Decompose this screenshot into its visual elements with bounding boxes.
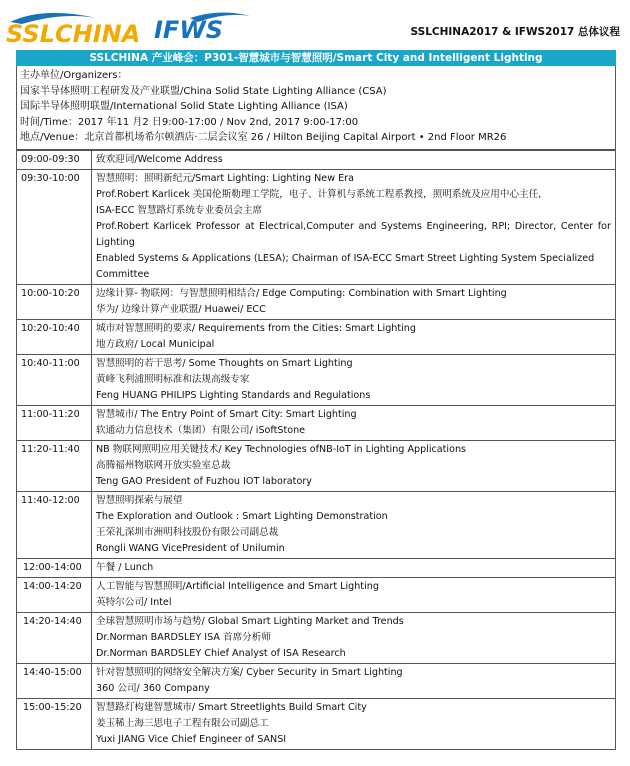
- agenda-line: 午餐 / Lunch: [96, 562, 154, 573]
- ifws-logo: [150, 10, 260, 46]
- table-row: [17, 355, 616, 406]
- svg-text:IFWS: IFWS: [154, 16, 224, 44]
- session-time: 时间/Time：2017 年11 月2 日9:00-17:00 / Nov 2nd, 2017 9:00-17:00: [20, 116, 359, 128]
- table-row: [17, 559, 616, 578]
- table-row: [17, 613, 616, 664]
- agenda-line: Enabled Systems & Applications (LESA); Chairman of ISA-ECC Smart Street Lighting System Specialized: [96, 253, 595, 264]
- table-row: [17, 320, 616, 355]
- agenda-line: 高腾福州物联网开放实验室总裁: [96, 460, 231, 471]
- time-cell: 11:00-11:20: [17, 406, 92, 441]
- agenda-cell: [92, 170, 616, 285]
- table-row: [17, 664, 616, 699]
- page-header: [0, 0, 630, 48]
- agenda-line: Yuxi JIANG Vice Chief Engineer of SANSI: [96, 734, 287, 745]
- time-cell: 11:40-12:00: [17, 492, 92, 559]
- organizer-isa: 国际半导体照明联盟/International Solid State Lighting Alliance (ISA): [20, 101, 348, 112]
- agenda-line: Dr.Norman BARDSLEY ISA 首席分析师: [96, 632, 271, 643]
- agenda-line: Prof.Robert Karlicek Professor at Electrical,Computer and Systems Engineering, RPI; Director, Center for Lighting: [96, 221, 611, 248]
- agenda-line: 英特尔公司/ Intel: [96, 597, 172, 608]
- table-row: [17, 441, 616, 492]
- schedule-table: [16, 150, 616, 750]
- agenda-line: 针对智慧照明的网络安全解决方案/ Cyber Security in Smart Lighting: [96, 667, 403, 678]
- agenda-line: 王荣礼深圳市洲明科技股份有限公司副总裁: [96, 527, 279, 538]
- table-row: [17, 406, 616, 441]
- agenda-line: ISA-ECC 智慧路灯系统专业委员会主席: [96, 205, 263, 216]
- agenda-line: Feng HUANG PHILIPS Lighting Standards and Regulations: [96, 390, 371, 401]
- svg-text:SSLCHINA: SSLCHINA: [6, 20, 141, 46]
- time-cell: 12:00-14:00: [17, 559, 92, 578]
- agenda-cell: [92, 285, 616, 320]
- agenda-line: Committee: [96, 269, 150, 280]
- agenda-line: 城市对智慧照明的要求/ Requirements from the Cities: Smart Lighting: [96, 323, 416, 334]
- time-cell: 10:00-10:20: [17, 285, 92, 320]
- agenda-line: 智慧照明探索与展望: [96, 495, 183, 506]
- agenda-line: 智慧路灯构建智慧城市/ Smart Streetlights Build Smart City: [96, 702, 367, 713]
- organizer-csa: 国家半导体照明工程研发及产业联盟/China Solid State Lighting Alliance (CSA): [20, 85, 387, 97]
- time-cell: 09:00-09:30: [17, 151, 92, 170]
- time-cell: 11:20-11:40: [17, 441, 92, 492]
- agenda-line: 全球智慧照明市场与趋势/ Global Smart Lighting Market and Trends: [96, 616, 404, 627]
- time-cell: 14:20-14:40: [17, 613, 92, 664]
- table-row: [17, 492, 616, 559]
- agenda-line: 人工智能与智慧照明/Artificial Intelligence and Smart Lighting: [96, 581, 379, 592]
- agenda-cell: [92, 406, 616, 441]
- agenda-line: Prof.Robert Karlicek 美国伦斯勒理工学院，电子、计算机与系统工程系教授，照明系统及应用中心主任,: [96, 189, 542, 200]
- header-title: SSLCHINA2017 & IFWS2017 总体议程: [410, 26, 620, 38]
- agenda-cell: [92, 664, 616, 699]
- table-row: [17, 170, 616, 285]
- session-banner: SSLCHINA 产业峰会：P301-智慧城市与智慧照明/Smart City and Intelligent Lighting: [16, 50, 616, 66]
- time-cell: 15:00-15:20: [17, 699, 92, 750]
- agenda-line: 边缘计算- 物联网：与智慧照明相结合/ Edge Computing: Combination with Smart Lighting: [96, 288, 507, 299]
- agenda-line: Dr.Norman BARDSLEY Chief Analyst of ISA Research: [96, 648, 346, 659]
- sslchina-logo: [4, 8, 154, 46]
- agenda-line: 软通动力信息技术（集团）有限公司/ iSoftStone: [96, 425, 306, 436]
- organizer-label: 主办单位/Organizers：: [20, 70, 128, 81]
- agenda-cell: [92, 578, 616, 613]
- time-cell: 09:30-10:00: [17, 170, 92, 285]
- agenda-line: 地方政府/ Local Municipal: [96, 339, 215, 350]
- agenda-cell: [92, 355, 616, 406]
- agenda-line: The Exploration and Outlook : Smart Lighting Demonstration: [96, 511, 388, 522]
- table-row: [17, 285, 616, 320]
- agenda-line: NB 物联网照明应用关键技术/ Key Technologies ofNB-IoT in Lighting Applications: [96, 444, 467, 455]
- agenda-cell: [92, 151, 616, 170]
- agenda-line: Teng GAO President of Fuzhou IOT laboratory: [96, 476, 312, 487]
- agenda-line: 致欢迎词/Welcome Address: [96, 154, 223, 165]
- organizer-info: [16, 66, 616, 150]
- agenda-line: 智慧照明：照明新纪元/Smart Lighting: Lighting New Era: [96, 173, 354, 184]
- agenda-line: 智慧照明的若干思考/ Some Thoughts on Smart Lighting: [96, 358, 353, 369]
- agenda-line: 黄峰飞利浦照明标准和法规高级专家: [96, 374, 250, 385]
- time-cell: 10:20-10:40: [17, 320, 92, 355]
- table-row: [17, 578, 616, 613]
- time-cell: 14:40-15:00: [17, 664, 92, 699]
- agenda-cell: [92, 559, 616, 578]
- time-cell: 14:00-14:20: [17, 578, 92, 613]
- table-row: [17, 699, 616, 750]
- agenda-line: 智慧城市/ The Entry Point of Smart City: Smart Lighting: [96, 409, 357, 420]
- agenda-line: 姜玉稀上海三思电子工程有限公司副总工: [96, 718, 269, 729]
- table-row: [17, 151, 616, 170]
- agenda-line: Rongli WANG VicePresident of Unilumin: [96, 543, 285, 554]
- session-venue: 地点/Venue：北京首都机场希尔顿酒店·二层会议室 26 / Hilton Beijing Capital Airport • 2nd Floor MR26: [20, 132, 507, 143]
- agenda-cell: [92, 441, 616, 492]
- agenda-cell: [92, 699, 616, 750]
- agenda-cell: [92, 320, 616, 355]
- agenda-cell: [92, 492, 616, 559]
- agenda-line: 华为/ 边缘计算产业联盟/ Huawei/ ECC: [96, 304, 266, 315]
- agenda-cell: [92, 613, 616, 664]
- agenda-line: 360 公司/ 360 Company: [96, 683, 210, 694]
- time-cell: 10:40-11:00: [17, 355, 92, 406]
